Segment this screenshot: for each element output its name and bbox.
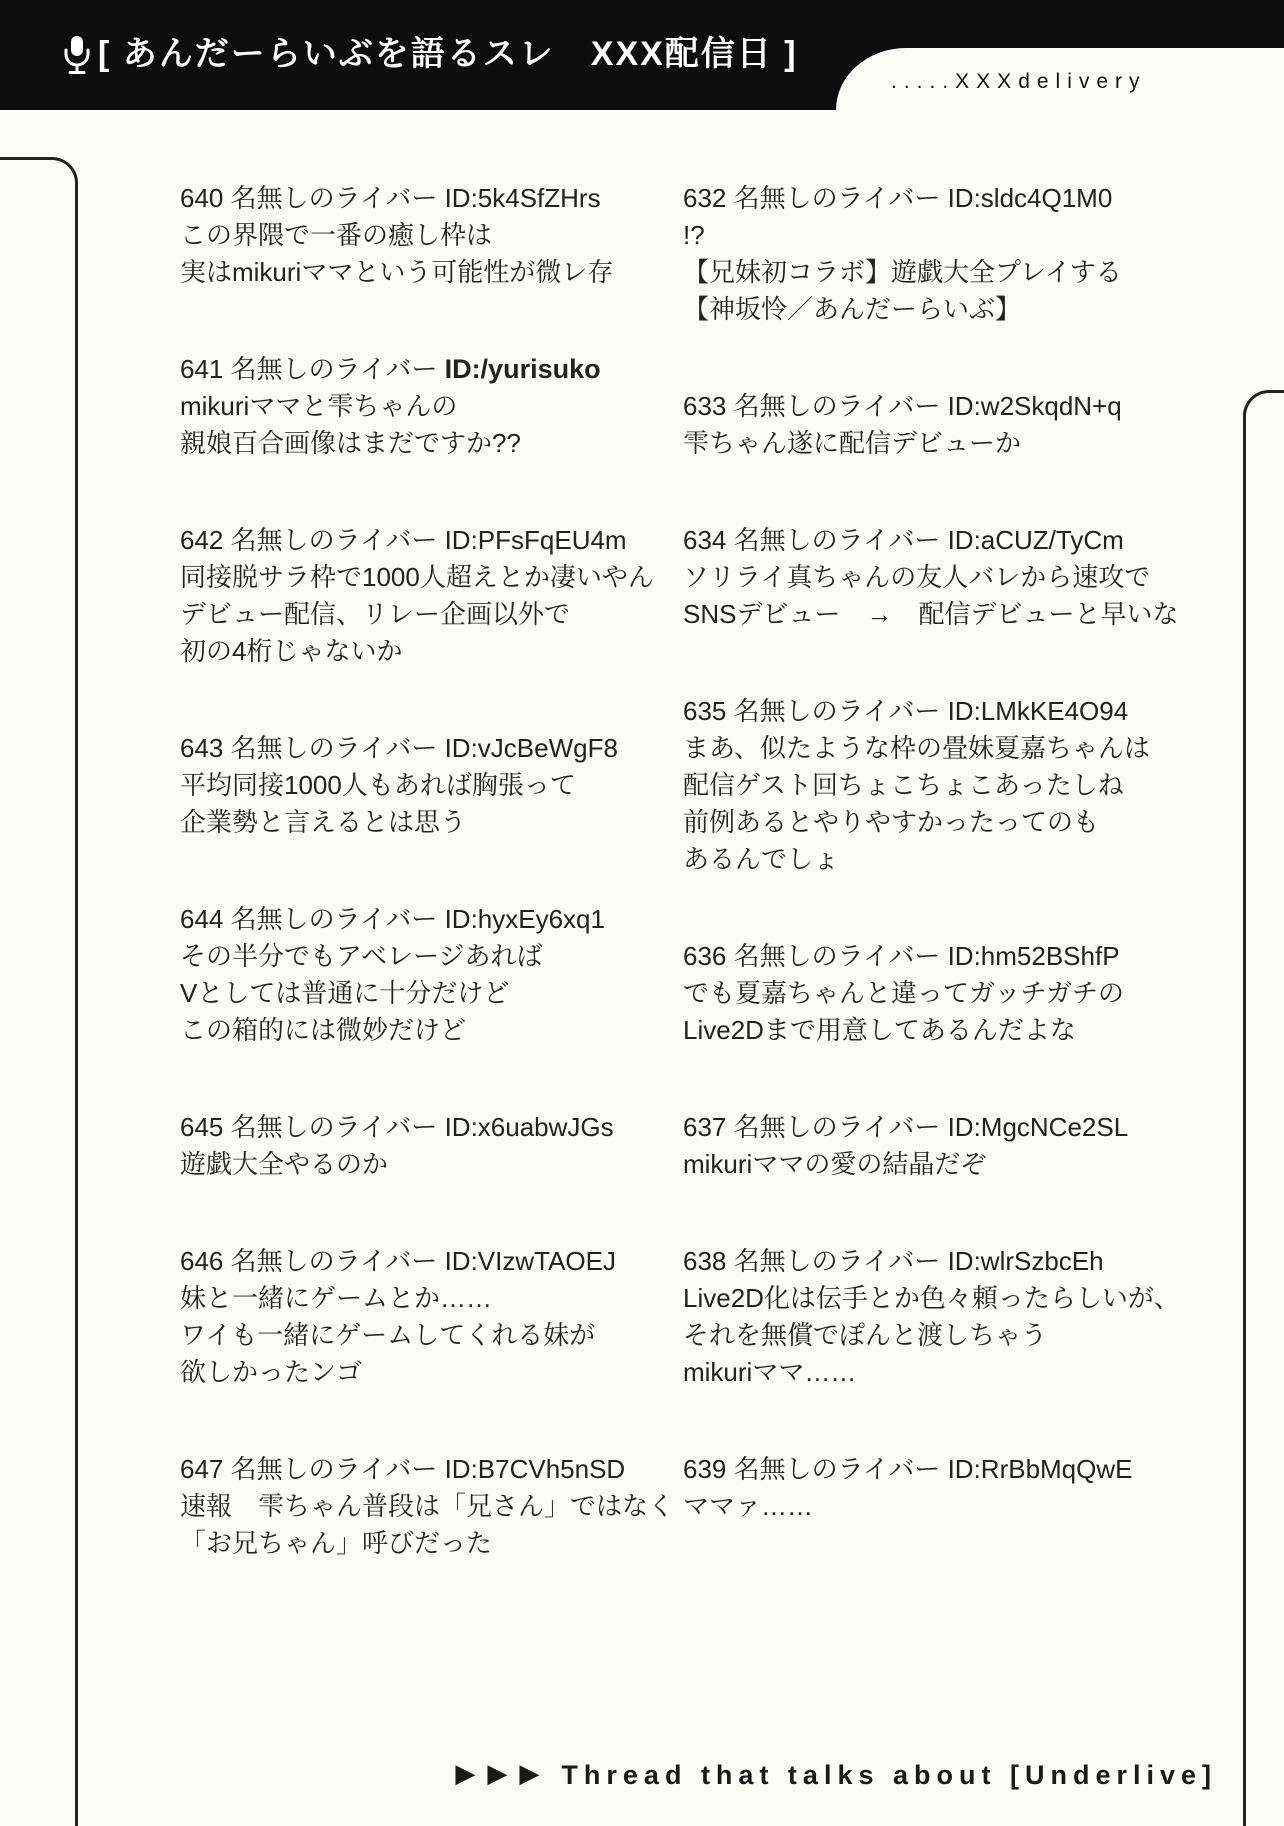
post-body: [683, 1488, 1180, 1525]
microphone-icon: [62, 34, 92, 76]
post-header: [180, 351, 674, 388]
delivery-label: .....XXXdelivery: [891, 70, 1147, 93]
post-646: [180, 1243, 674, 1391]
post-number: 636: [683, 941, 727, 971]
post-number: 644: [180, 904, 224, 934]
post-author-name: 名無しのライバー: [230, 904, 438, 934]
thread-title: [ あんだーらいぶを語るスレ XXX配信日 ]: [98, 35, 798, 73]
post-text-line: 【兄妹初コラボ】遊戯大全プレイする: [683, 257, 1122, 287]
post-text-line: 妹と一緒にゲームとか……: [180, 1283, 493, 1313]
post-text-line: 親娘百合画像はまだですか??: [180, 428, 521, 458]
post-body: [683, 425, 1180, 462]
post-body: [683, 975, 1180, 1049]
post-number: 640: [180, 183, 224, 213]
post-id: ID:PFsFqEU4m: [444, 525, 627, 555]
post-author-name: 名無しのライバー: [230, 733, 438, 763]
post-body: [683, 559, 1180, 633]
post-number: 641: [180, 354, 224, 384]
post-text-line: ママァ……: [683, 1491, 814, 1521]
post-header: [683, 522, 1180, 559]
post-body: [180, 388, 674, 462]
post-header: [180, 901, 674, 938]
post-645: [180, 1109, 674, 1183]
thread-title-bar: [0, 0, 1284, 110]
post-id: ID:/yurisuko: [444, 354, 601, 384]
post-text-line: 実はmikuriママという可能性が微レ存: [180, 257, 614, 287]
post-639: [683, 1451, 1180, 1525]
post-body: [683, 730, 1180, 878]
post-author-name: 名無しのライバー: [230, 525, 438, 555]
post-text-line: ソリライ真ちゃんの友人バレから速攻で: [683, 562, 1151, 592]
post-header: [180, 730, 674, 767]
post-author-name: 名無しのライバー: [733, 1112, 941, 1142]
post-text-line: 「お兄ちゃん」呼びだった: [180, 1528, 493, 1558]
post-text-line: 【神坂怜／あんだーらいぶ】: [683, 294, 1022, 324]
page-frame-line-left: [0, 157, 78, 1826]
post-number: 637: [683, 1112, 727, 1142]
post-author-name: 名無しのライバー: [733, 941, 941, 971]
post-author-name: 名無しのライバー: [733, 1454, 941, 1484]
post-header: [683, 1243, 1180, 1280]
post-header: [683, 388, 1180, 425]
post-text-line: その半分でもアベレージあれば: [180, 941, 543, 971]
post-number: 633: [683, 391, 727, 421]
post-number: 642: [180, 525, 224, 555]
post-id: ID:aCUZ/TyCm: [947, 525, 1124, 555]
post-id: ID:5k4SfZHrs: [444, 183, 601, 213]
post-number: 635: [683, 696, 727, 726]
post-number: 634: [683, 525, 727, 555]
post-number: 647: [180, 1454, 224, 1484]
post-number: 645: [180, 1112, 224, 1142]
post-text-line: 前例あるとやりやすかったってのも: [683, 807, 1100, 837]
post-642: [180, 522, 674, 670]
post-number: 638: [683, 1246, 727, 1276]
post-number: 639: [683, 1454, 727, 1484]
posts-column-right: [683, 180, 1180, 1585]
post-header: [180, 1109, 674, 1146]
post-text-line: !?: [683, 220, 705, 250]
post-id: ID:x6uabwJGs: [444, 1112, 614, 1142]
footer-caption: Thread that talks about [Underlive]: [561, 1760, 1217, 1790]
post-643: [180, 730, 674, 841]
post-id: ID:RrBbMqQwE: [947, 1454, 1133, 1484]
post-text-line: mikuriママと雫ちゃんの: [180, 391, 458, 421]
post-text-line: 企業勢と言えるとは思う: [180, 807, 467, 837]
post-id: ID:B7CVh5nSD: [444, 1454, 626, 1484]
post-body: [180, 767, 674, 841]
post-number: 646: [180, 1246, 224, 1276]
post-644: [180, 901, 674, 1049]
post-text-line: 初の4桁じゃないか: [180, 636, 403, 666]
post-body: [683, 1280, 1180, 1391]
post-header: [180, 522, 674, 559]
post-body: [683, 217, 1180, 328]
post-647: [180, 1451, 674, 1562]
posts-column-left: [180, 180, 674, 1622]
post-text-line: あるんでしょ: [683, 844, 840, 874]
post-text-line: デビュー配信、リレー企画以外で: [180, 599, 571, 629]
post-author-name: 名無しのライバー: [733, 525, 941, 555]
post-header: [683, 1109, 1180, 1146]
post-author-name: 名無しのライバー: [733, 183, 941, 213]
post-634: [683, 522, 1180, 633]
post-id: ID:w2SkqdN+q: [947, 391, 1122, 421]
post-author-name: 名無しのライバー: [733, 391, 941, 421]
post-header: [683, 1451, 1180, 1488]
post-header: [180, 1243, 674, 1280]
post-header: [180, 1451, 674, 1488]
post-header: [683, 938, 1180, 975]
post-text-line: Live2Dまで用意してあるんだよな: [683, 1015, 1076, 1045]
post-body: [683, 1146, 1180, 1183]
post-632: [683, 180, 1180, 328]
post-text-line: でも夏嘉ちゃんと違ってガッチガチの: [683, 978, 1124, 1008]
page-frame-line-right: [1243, 390, 1284, 1826]
post-text-line: 雫ちゃん遂に配信デビューか: [683, 428, 1022, 458]
post-id: ID:sldc4Q1M0: [947, 183, 1113, 213]
post-header: [683, 180, 1180, 217]
post-text-line: 欲しかったンゴ: [180, 1357, 363, 1387]
post-text-line: 速報 雫ちゃん普段は「兄さん」ではなく: [180, 1491, 675, 1521]
post-id: ID:vJcBeWgF8: [444, 733, 618, 763]
post-body: [180, 217, 674, 291]
post-633: [683, 388, 1180, 462]
post-636: [683, 938, 1180, 1049]
post-header: [683, 693, 1180, 730]
post-body: [180, 938, 674, 1049]
post-text-line: それを無償でぽんと渡しちゃう: [683, 1320, 1048, 1350]
post-id: ID:MgcNCe2SL: [947, 1112, 1129, 1142]
post-text-line: まあ、似たような枠の畳妹夏嘉ちゃんは: [683, 733, 1150, 763]
post-id: ID:LMkKE4O94: [947, 696, 1129, 726]
post-body: [180, 559, 674, 670]
post-body: [180, 1280, 674, 1391]
post-id: ID:hyxEy6xq1: [444, 904, 605, 934]
post-number: 643: [180, 733, 224, 763]
post-author-name: 名無しのライバー: [230, 1454, 438, 1484]
play-arrows-icon: ▶▶▶: [455, 1758, 552, 1788]
post-text-line: mikuriママの愛の結晶だぞ: [683, 1149, 987, 1179]
post-638: [683, 1243, 1180, 1391]
post-text-line: 配信ゲスト回ちょこちょこあったしね: [683, 770, 1124, 800]
post-number: 632: [683, 183, 727, 213]
post-id: ID:VIzwTAOEJ: [444, 1246, 616, 1276]
post-body: [180, 1146, 674, 1183]
post-text-line: 同接脱サラ枠で1000人超えとか凄いやん: [180, 562, 654, 592]
post-text-line: 遊戯大全やるのか: [180, 1149, 389, 1179]
post-text-line: 平均同接1000人もあれば胸張って: [180, 770, 576, 800]
post-text-line: この界隈で一番の癒し枠は: [180, 220, 493, 250]
post-text-line: ワイも一緒にゲームしてくれる妹が: [180, 1320, 596, 1350]
post-author-name: 名無しのライバー: [230, 183, 438, 213]
post-id: ID:wlrSzbcEh: [947, 1246, 1104, 1276]
post-header: [180, 180, 674, 217]
post-author-name: 名無しのライバー: [230, 1112, 438, 1142]
post-641: [180, 351, 674, 462]
delivery-corner: [836, 48, 1284, 110]
post-text-line: SNSデビュー → 配信デビューと早いな: [683, 599, 1179, 629]
post-637: [683, 1109, 1180, 1183]
post-text-line: Vとしては普通に十分だけど: [180, 978, 510, 1008]
post-text-line: Live2D化は伝手とか色々頼ったらしいが、: [683, 1283, 1180, 1313]
post-635: [683, 693, 1180, 878]
post-text-line: mikuriママ……: [683, 1357, 857, 1387]
post-author-name: 名無しのライバー: [230, 1246, 438, 1276]
footer: [455, 1758, 1217, 1791]
post-author-name: 名無しのライバー: [733, 696, 941, 726]
post-text-line: この箱的には微妙だけど: [180, 1015, 467, 1045]
post-author-name: 名無しのライバー: [733, 1246, 941, 1276]
post-640: [180, 180, 674, 291]
post-author-name: 名無しのライバー: [230, 354, 438, 384]
post-id: ID:hm52BShfP: [947, 941, 1120, 971]
post-body: [180, 1488, 674, 1562]
